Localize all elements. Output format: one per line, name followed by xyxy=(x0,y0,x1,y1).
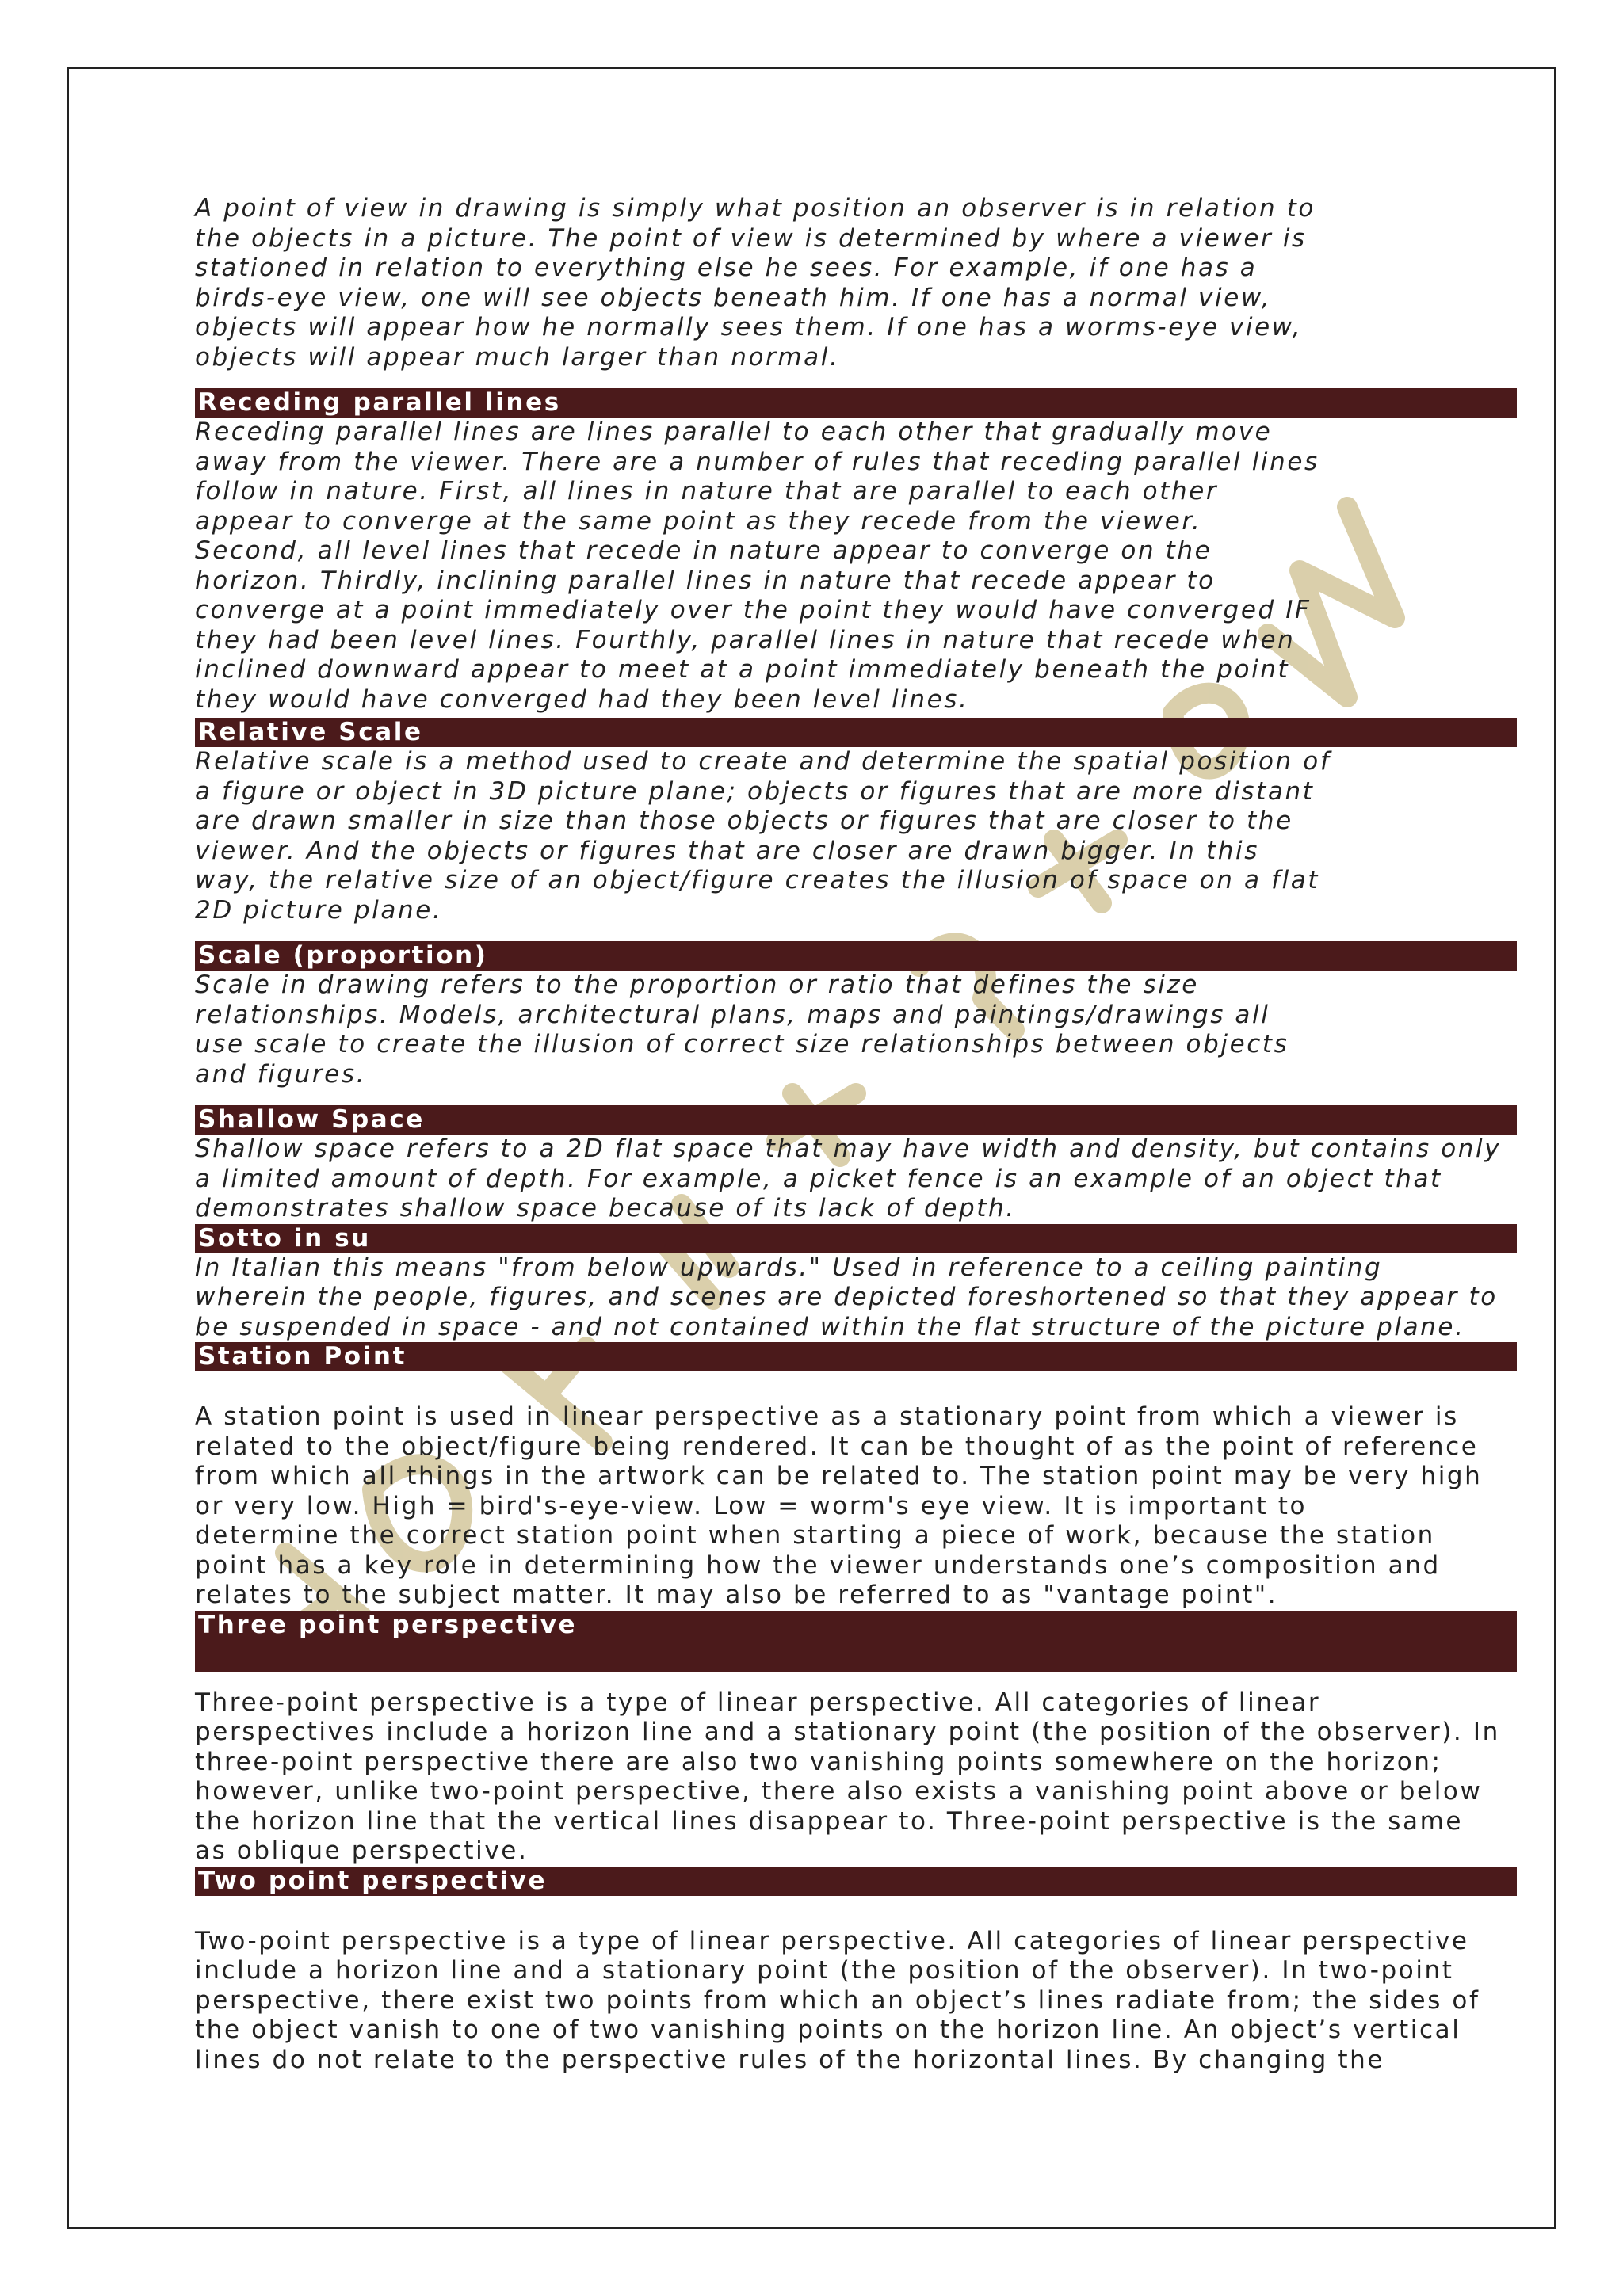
section-body-relative-scale: Relative scale is a method used to create and determine the spatial position of a figure or object in 3D picture plane; objects or figures that are more distant are drawn smaller in size than those objects or figures that are closer to the viewer. And the objects or figures that are closer are drawn bigger. In this way, the relative size of an object/figure creates the illusion of space on a flat 2D picture plane. xyxy=(195,747,1331,925)
section-heading-sotto-in-su: Sotto in su xyxy=(195,1224,1517,1253)
section-body-three-point: Three-point perspective is a type of linear perspective. All categories of linear perspectives include a horizon line and a stationary point (the position of the observer). In three-point perspective there are also two vanishing points somewhere on the horizon; however, unlike two-point perspective, there also exists a vanishing point above or below the horizon line that the vertical lines disappear to. Three-point perspective is the same as oblique perspective. xyxy=(195,1688,1500,1865)
document-body xyxy=(195,194,1517,2075)
section-heading-receding: Receding parallel lines xyxy=(195,388,1517,418)
section-heading-scale: Scale (proportion) xyxy=(195,941,1517,971)
section-heading-relative-scale: Relative Scale xyxy=(195,718,1517,747)
section-heading-shallow-space: Shallow Space xyxy=(195,1105,1517,1135)
section-heading-station-point: Station Point xyxy=(195,1342,1517,1371)
section-body-receding: Receding parallel lines are lines parallel to each other that gradually move away from the viewer. There are a number of rules that receding parallel lines follow in nature. First, all lines in nature that are parallel to each other appear to converge at the same point as they recede from the viewer. Second, all level lines that recede in nature appear to converge on the horizon. Thirdly, inclining parallel lines in nature that recede appear to converge at a point immediately over the point they would have converged IF they had been level lines. Fourthly, parallel lines in nature that recede when inclined downward appear to meet at a point immediately beneath the point they would have converged had they been level lines. xyxy=(195,418,1319,714)
section-body-scale: Scale in drawing refers to the proportion or ratio that defines the size relationships. Models, architectural plans, maps and paintings/drawings all use scale to create the illusion of correct size relationships between objects and figures. xyxy=(195,971,1289,1089)
section-body-sotto-in-su: In Italian this means "from below upwards." Used in reference to a ceiling painting wherein the people, figures, and scenes are depicted foreshortened so that they appear to be suspended in space - and not contained within the flat structure of the picture plane. xyxy=(195,1253,1498,1341)
section-body-two-point: Two-point perspective is a type of linear perspective. All categories of linear perspective include a horizon line and a stationary point (the position of the observer). In two-point perspective, there exist two points from which an object’s lines radiate from; the sides of the object vanish to one of two vanishing points on the horizon line. An object’s vertical lines do not relate to the perspective rules of the horizontal lines. By changing the xyxy=(195,1926,1480,2074)
section-body-shallow-space: Shallow space refers to a 2D flat space that may have width and density, but contains only a limited amount of depth. For example, a picket fence is an example of an object that demonstrates shallow space because of its lack of depth. xyxy=(195,1135,1502,1222)
section-heading-two-point: Two point perspective xyxy=(195,1867,1517,1896)
section-body-station-point: A station point is used in linear perspective as a stationary point from which a viewer is related to the object/figure being rendered. It can be thought of as the point of reference from which all things in the artwork can be related to. The station point may be very high or very low. High = bird's-eye-view. Low = worm's eye view. It is important to determine the correct station point when starting a piece of work, because the station point has a key role in determining how the viewer understands one’s composition and relates to the subject matter. It may also be referred to as "vantage point". xyxy=(195,1402,1483,1609)
intro-paragraph: A point of view in drawing is simply what position an observer is in relation to the objects in a picture. The point of view is determined by where a viewer is stationed in relation to everything else he sees. For example, if one has a birds-eye view, one will see objects beneath him. If one has a normal view, objects will appear how he normally sees them. If one has a worms-eye view, objects will appear much larger than normal. xyxy=(195,194,1316,372)
section-heading-three-point: Three point perspective xyxy=(195,1611,1517,1672)
